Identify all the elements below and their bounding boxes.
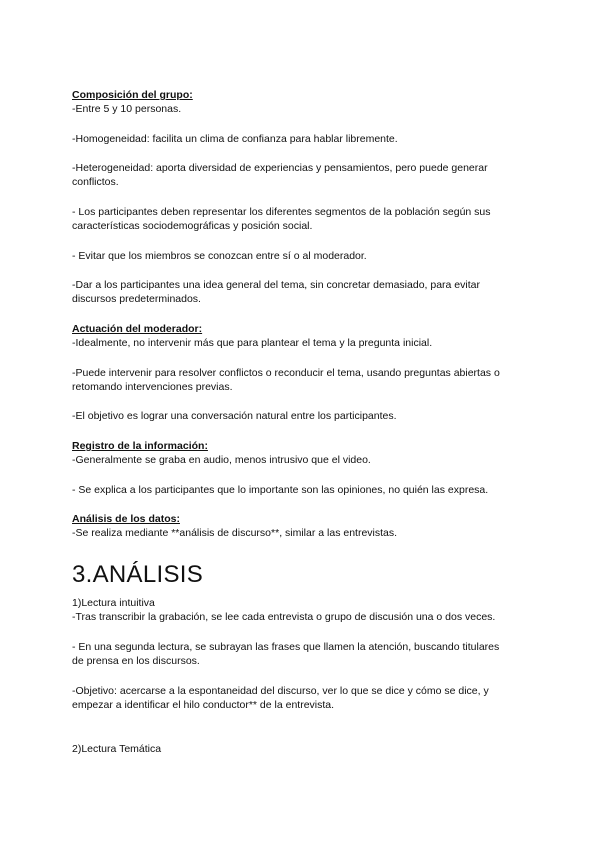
heading-composicion: Composición del grupo:: [72, 89, 193, 101]
text-line: -Tras transcribir la grabación, se lee cada entrevista o grupo de discusión una o dos veces.: [72, 611, 496, 623]
heading-analisis-datos: Análisis de los datos:: [72, 513, 180, 525]
text-line: -Objetivo: acercarse a la espontaneidad del discurso, ver lo que se dice y cómo se dice, y: [72, 685, 489, 697]
heading-registro: Registro de la información:: [72, 440, 208, 452]
text-line: características sociodemográficas y posición social.: [72, 220, 313, 232]
text-line: -Homogeneidad: facilita un clima de confianza para hablar libremente.: [72, 133, 398, 145]
text-line: -Generalmente se graba en audio, menos intrusivo que el video.: [72, 454, 371, 466]
text-line: -Idealmente, no intervenir más que para plantear el tema y la pregunta inicial.: [72, 337, 433, 349]
text-line: -Dar a los participantes una idea general del tema, sin concretar demasiado, para evitar: [72, 279, 480, 291]
text-line: 2)Lectura Temática: [72, 743, 162, 755]
text-line: - Evitar que los miembros se conozcan entre sí o al moderador.: [72, 250, 367, 262]
text-line: - En una segunda lectura, se subrayan las frases que llamen la atención, buscando titulares: [72, 641, 500, 653]
heading-moderador: Actuación del moderador:: [72, 323, 203, 335]
text-line: retomando intervenciones previas.: [72, 381, 233, 393]
text-line: conflictos.: [72, 176, 119, 188]
text-line: -Se realiza mediante **análisis de discurso**, similar a las entrevistas.: [72, 527, 398, 539]
text-line: -El objetivo es lograr una conversación natural entre los participantes.: [72, 410, 397, 422]
text-line: discursos predeterminados.: [72, 293, 201, 305]
text-line: -Heterogeneidad: aporta diversidad de experiencias y pensamientos, pero puede generar: [72, 162, 488, 174]
text-line: - Se explica a los participantes que lo importante son las opiniones, no quién las expresa.: [72, 484, 489, 496]
text-line: - Los participantes deben representar los diferentes segmentos de la población según sus: [72, 206, 491, 218]
text-line: 1)Lectura intuitiva: [72, 597, 155, 609]
text-line: -Puede intervenir para resolver conflictos o reconducir el tema, usando preguntas abiertas o: [72, 367, 500, 379]
text-line: -Entre 5 y 10 personas.: [72, 103, 182, 115]
text-line: empezar a identificar el hilo conductor** de la entrevista.: [72, 699, 335, 711]
section-title-analisis: 3.ANÁLISIS: [72, 561, 204, 588]
text-line: de prensa en los discursos.: [72, 655, 200, 667]
